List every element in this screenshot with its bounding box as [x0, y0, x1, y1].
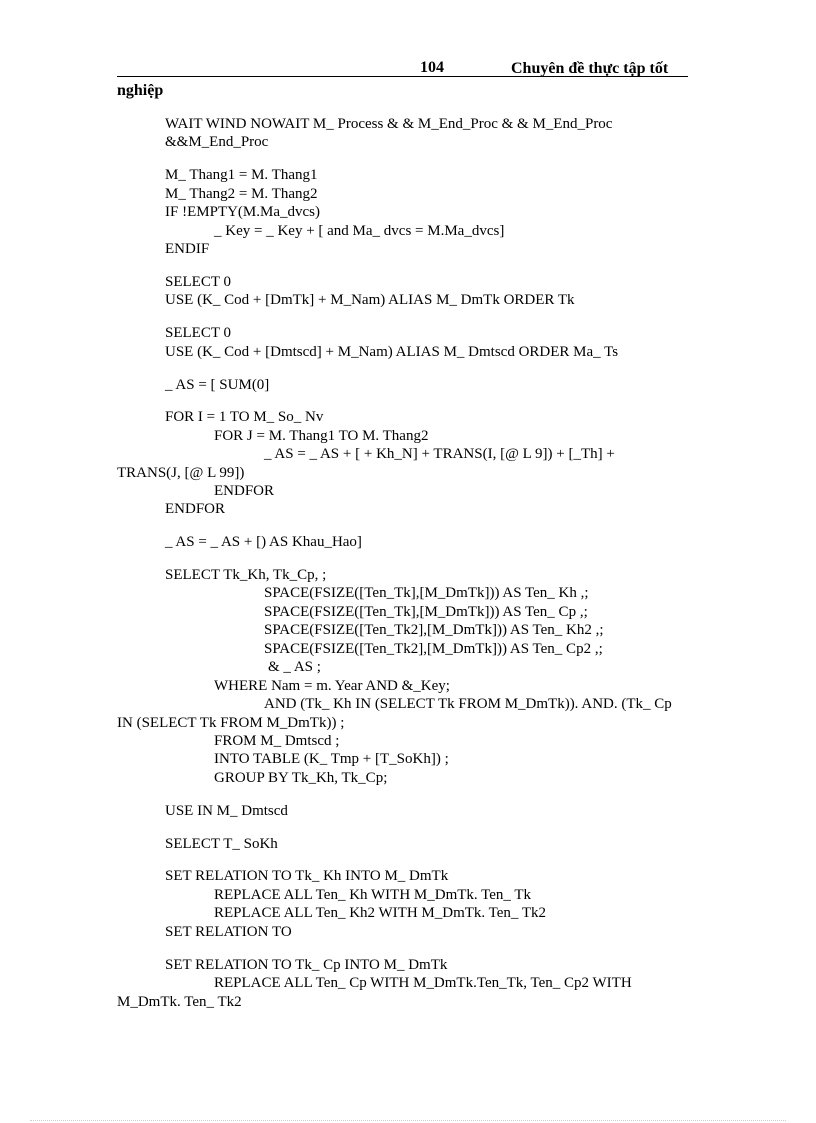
- code-line: SPACE(FSIZE([Ten_Tk2],[M_DmTk])) AS Ten_ Cp2 ,;: [264, 641, 603, 657]
- code-line: REPLACE ALL Ten_ Cp WITH M_DmTk.Ten_Tk, Ten_ Cp2 WITH: [214, 975, 632, 991]
- code-line: WHERE Nam = m. Year AND &_Key;: [214, 678, 450, 694]
- code-line: ENDFOR: [214, 483, 275, 499]
- code-line: M_DmTk. Ten_ Tk2: [117, 994, 242, 1010]
- code-line: &&M_End_Proc: [165, 134, 269, 150]
- code-line: SELECT 0: [165, 325, 231, 341]
- code-line: ENDIF: [165, 241, 210, 257]
- code-line: REPLACE ALL Ten_ Kh WITH M_DmTk. Ten_ Tk: [214, 887, 532, 903]
- code-line: FOR J = M. Thang1 TO M. Thang2: [214, 428, 429, 444]
- page-bottom-border: [30, 1120, 786, 1121]
- code-line: SPACE(FSIZE([Ten_Tk],[M_DmTk])) AS Ten_ Cp ,;: [264, 604, 588, 620]
- code-line: _ AS = _ AS + [) AS Khau_Hao]: [165, 534, 362, 550]
- code-line: USE (K_ Cod + [Dmtscd] + M_Nam) ALIAS M_ Dmtscd ORDER Ma_ Ts: [165, 344, 619, 360]
- code-line: SET RELATION TO Tk_ Kh INTO M_ DmTk: [165, 868, 449, 884]
- code-line: _ AS = _ AS + [ + Kh_N] + TRANS(I, [@ L 9]) + [_Th] +: [264, 446, 615, 462]
- code-line: SPACE(FSIZE([Ten_Tk2],[M_DmTk])) AS Ten_ Kh2 ,;: [264, 622, 604, 638]
- code-line: SET RELATION TO Tk_ Cp INTO M_ DmTk: [165, 957, 448, 973]
- code-line: TRANS(J, [@ L 99]): [117, 465, 245, 481]
- code-line: SPACE(FSIZE([Ten_Tk],[M_DmTk])) AS Ten_ Kh ,;: [264, 585, 589, 601]
- code-line: USE IN M_ Dmtscd: [165, 803, 288, 819]
- code-line: IF !EMPTY(M.Ma_dvcs): [165, 204, 320, 220]
- code-line: INTO TABLE (K_ Tmp + [T_SoKh]) ;: [214, 751, 449, 767]
- code-line: _ Key = _ Key + [ and Ma_ dvcs = M.Ma_dvcs]: [214, 223, 505, 239]
- code-line: M_ Thang2 = M. Thang2: [165, 186, 318, 202]
- page-header-title-continuation: nghiệp: [117, 82, 164, 99]
- code-line: AND (Tk_ Kh IN (SELECT Tk FROM M_DmTk)). AND. (Tk_ Cp: [264, 696, 672, 712]
- code-line: GROUP BY Tk_Kh, Tk_Cp;: [214, 770, 388, 786]
- code-line: USE (K_ Cod + [DmTk] + M_Nam) ALIAS M_ DmTk ORDER Tk: [165, 292, 575, 308]
- code-line: FOR I = 1 TO M_ So_ Nv: [165, 409, 324, 425]
- header-rule: [117, 76, 688, 77]
- code-line: SELECT Tk_Kh, Tk_Cp, ;: [165, 567, 327, 583]
- code-line: SELECT 0: [165, 274, 231, 290]
- code-line: IN (SELECT Tk FROM M_DmTk)) ;: [117, 715, 345, 731]
- page-number: 104: [420, 59, 444, 76]
- code-line: _ AS = [ SUM(0]: [165, 377, 270, 393]
- code-line: SELECT T_ SoKh: [165, 836, 278, 852]
- page-header-title: Chuyên đề thực tập tốt: [511, 60, 669, 77]
- code-line: ENDFOR: [165, 501, 226, 517]
- code-line: REPLACE ALL Ten_ Kh2 WITH M_DmTk. Ten_ Tk2: [214, 905, 547, 921]
- code-line: SET RELATION TO: [165, 924, 292, 940]
- code-line: M_ Thang1 = M. Thang1: [165, 167, 318, 183]
- code-line: & _ AS ;: [268, 659, 321, 675]
- code-line: FROM M_ Dmtscd ;: [214, 733, 340, 749]
- code-line: WAIT WIND NOWAIT M_ Process & & M_End_Proc & & M_End_Proc: [165, 116, 613, 132]
